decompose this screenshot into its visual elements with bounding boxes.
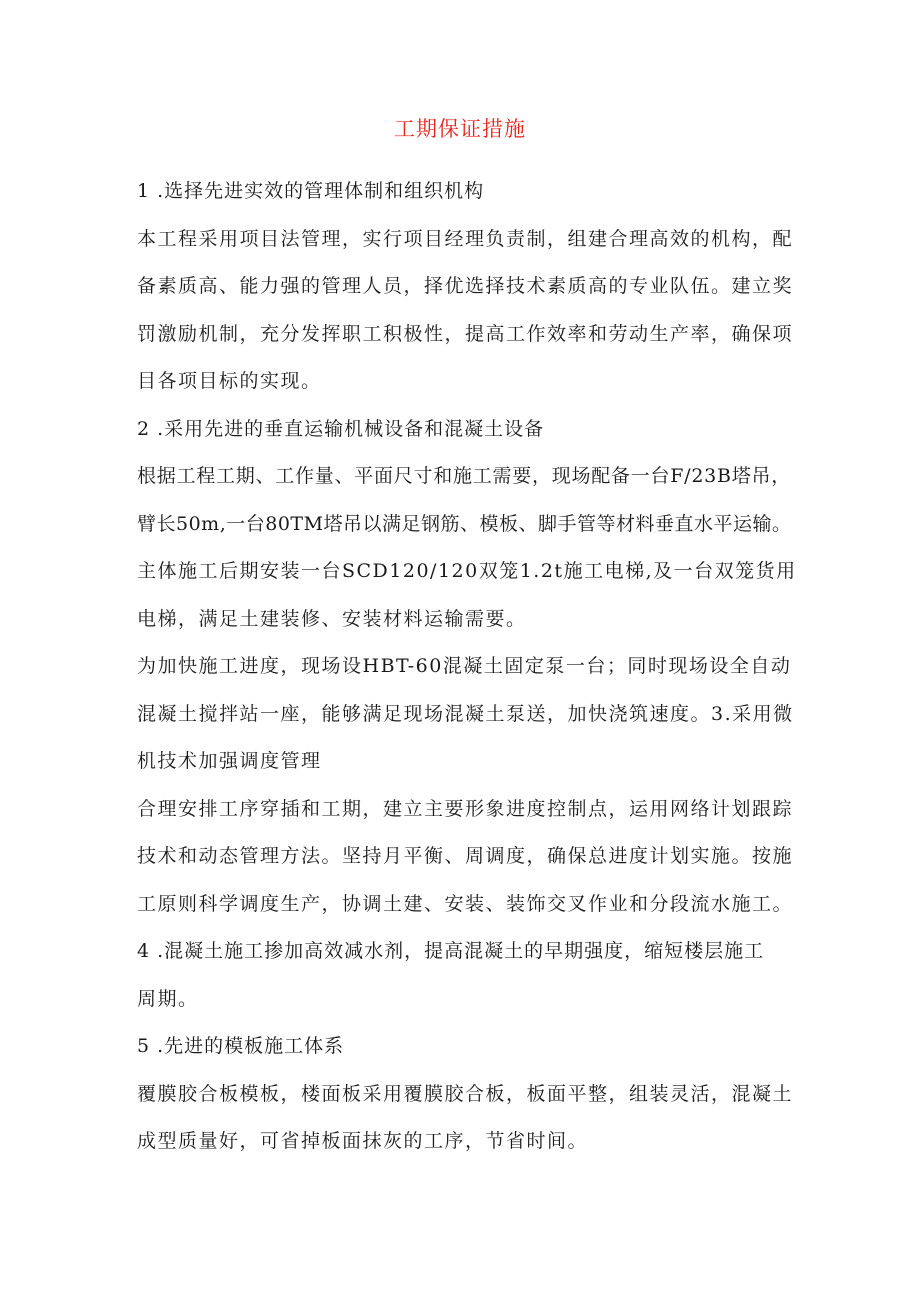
page-title: 工期保证措施 [394, 117, 526, 141]
paragraph-line: 覆膜胶合板模板，楼面板采用覆膜胶合板，板面平整，组装灵活，混凝土 [137, 1082, 794, 1105]
paragraph-line: 工原则科学调度生产，协调土建、安装、装饰交叉作业和分段流水施工。 [137, 892, 794, 915]
document-body [137, 174, 797, 1172]
section-heading-4: 4 .混凝土施工掺加高效减水剂，提高混凝土的早期强度，缩短楼层施工 [137, 940, 765, 962]
paragraph-line: 合理安排工序穿插和工期，建立主要形象进度控制点，运用网络计划跟踪 [137, 797, 794, 820]
paragraph-line: 根据工程工期、工作量、平面尺寸和施工需要，现场配备一台F/23B塔吊， [137, 465, 791, 487]
paragraph-line: 成型质量好，可省掉板面抹灰的工序，节省时间。 [137, 1130, 589, 1152]
paragraph-line: 罚激励机制，充分发挥职工积极性，提高工作效率和劳动生产率，确保项 [137, 322, 794, 345]
paragraph-line: 电梯，满足土建装修、安装材料运输需要。 [137, 607, 527, 630]
paragraph-line: 为加快施工进度，现场设HBT-60混凝土固定泵一台；同时现场设全自动 [137, 655, 792, 677]
section-heading-2: 2 .采用先进的垂直运输机械设备和混凝土设备 [137, 417, 545, 440]
paragraph-line: 备素质高、能力强的管理人员，择优选择技术素质高的专业队伍。建立奖 [137, 275, 794, 297]
paragraph-line: 周期。 [137, 987, 199, 1010]
paragraph-line: 主体施工后期安装一台SCD120/120双笼1.2t施工电梯,及一台双笼货用 [137, 560, 797, 582]
paragraph-line: 混凝土搅拌站一座，能够满足现场混凝土泵送，加快浇筑速度。3.采用微 [137, 702, 794, 725]
section-heading-5: 5 .先进的模板施工体系 [137, 1035, 345, 1057]
paragraph-line: 臂长50m,一台80TM塔吊以满足钢筋、模板、脚手管等材料垂直水平运输。 [137, 512, 792, 535]
paragraph-line: 机技术加强调度管理 [137, 750, 322, 772]
paragraph-line: 技术和动态管理方法。坚持月平衡、周调度，确保总进度计划实施。按施 [137, 845, 794, 867]
paragraph-line: 目各项目标的实现。 [137, 370, 322, 392]
paragraph-line: 本工程采用项目法管理，实行项目经理负责制，组建合理高效的机构，配 [137, 227, 794, 250]
section-heading-1: 1 .选择先进实效的管理体制和组织机构 [137, 180, 485, 202]
